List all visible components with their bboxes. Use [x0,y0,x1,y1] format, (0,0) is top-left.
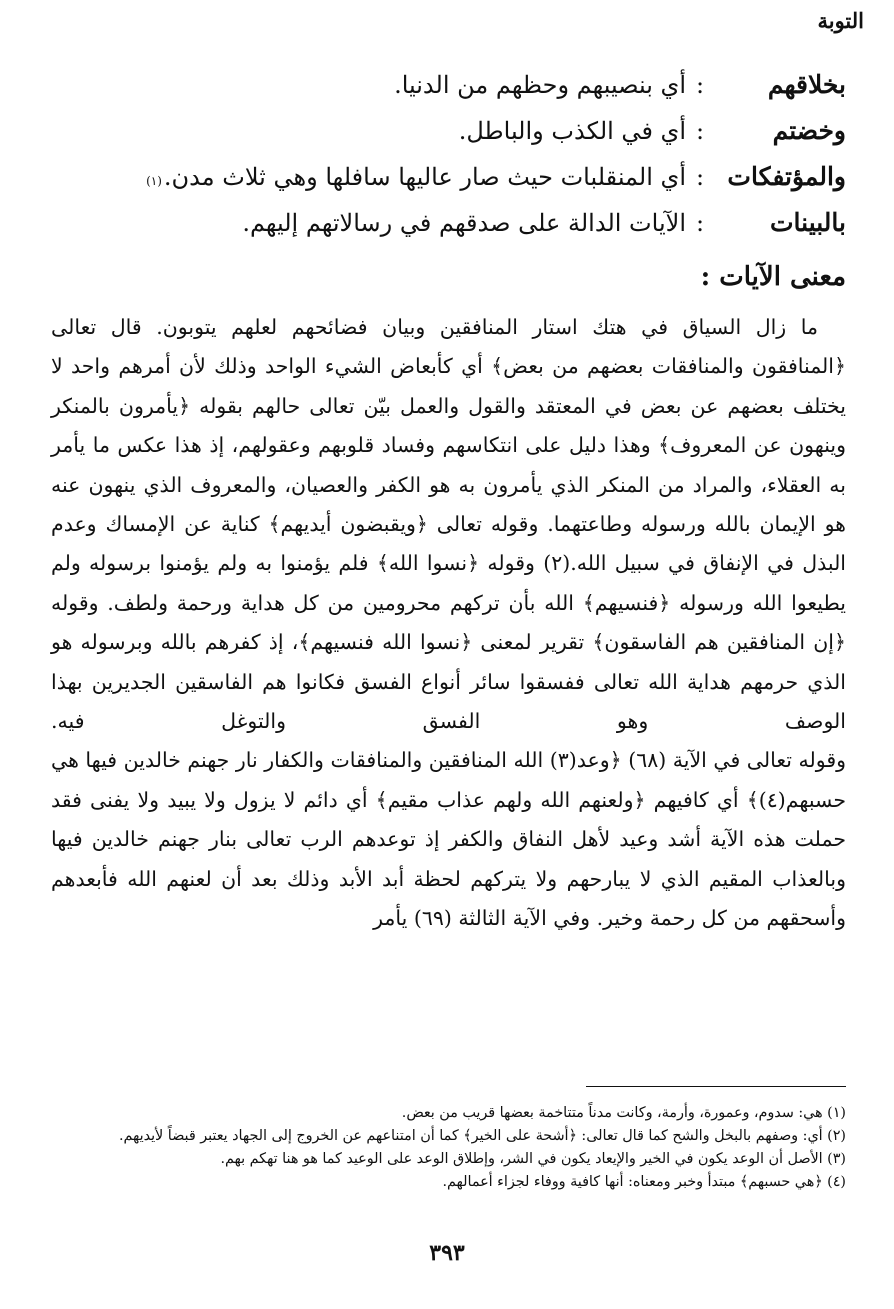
glossary-row [46,208,846,254]
glossary-definition: الآيات الدالة على صدقهم في رسالاتهم إليهم. [242,209,686,237]
glossary-definition: أي المنقلبات حيث صار عاليها سافلها وهي ثلاث مدن. [163,163,686,191]
glossary-term: والمؤتفكات [727,162,846,191]
glossary [46,70,846,254]
glossary-term: وخضتم [772,116,846,145]
footnotes [51,1102,846,1194]
glossary-row [46,116,846,162]
commentary-paragraph: ما زال السياق في هتك استار المنافقين وبيان فضائحهم لعلهم يتوبون. قال تعالى ﴿المنافقون والمنافقات بعضهم من بعض﴾ أي كأبعاض الشيء الواحد وذلك لأن أمرهم واحد لا يختلف بعضهم عن بعض في المعتقد والقول والعمل بيّن تعالى حالهم بقوله ﴿يأمرون بالمنكر وينهون عن المعروف﴾ وهذا دليل على انتكاسهم وفساد قلوبهم وعقولهم، إذ هذا عكس ما يأمر به العقلاء، والمراد من المنكر الذي يأمرون به هو الكفر والعصيان، والمعروف الذي ينهون عنه هو الإيمان بالله ورسوله وطاعتهما. وقوله تعالى ﴿ويقبضون أيديهم﴾ كناية عن الإمساك وعدم البذل في الإنفاق في سبيل الله.(٢) وقوله ﴿نسوا الله﴾ فلم يؤمنوا به ولم يؤمنوا برسوله ولم يطيعوا الله ورسوله ﴿فنسيهم﴾ الله بأن تركهم محرومين من كل هداية ورحمة ولطف. وقوله ﴿إن المنافقين هم الفاسقون﴾ تقرير لمعنى ﴿نسوا الله فنسيهم﴾، إذ كفرهم بالله وبرسوله هو الذي حرمهم هداية الله تعالى ففسقوا سائر أنواع الفسق فكانوا هم الفاسقين الجديرين بهذا الوصف وهو الفسق والتوغل فيه. [51,315,847,734]
footnote: (٤) ﴿هي حسبهم﴾ مبتدأ وخبر ومعناه: أنها كافية ووفاء لجزاء أعمالهم. [442,1174,846,1190]
glossary-row [46,162,846,208]
glossary-definition: أي بنصيبهم وحظهم من الدنيا. [394,71,686,99]
glossary-separator: : [695,163,705,191]
page-number: ٣٩٣ [429,1240,465,1266]
footnote: (٣) الأصل أن الوعد يكون في الخير والإيعاد يكون في الشر، وإطلاق الوعد على الوعيد كما هو هنا تهكم بهم. [220,1151,846,1167]
glossary-definition: أي في الكذب والباطل. [458,117,686,145]
glossary-term: بخلاقهم [767,70,846,99]
glossary-separator: : [695,71,705,99]
footnote: (٢) أي: وصفهم بالبخل والشح كما قال تعالى: ﴿أشحة على الخير﴾ كما أن امتناعهم عن الخروج إلى الجهاد يعتبر قبضاً لأيديهم. [118,1128,846,1144]
footnote-divider [586,1086,846,1087]
commentary-paragraph: وقوله تعالى في الآية (٦٨) ﴿وعد(٣) الله المنافقين والمنافقات والكفار نار جهنم خالدين فيها هي حسبهم(٤)﴾ أي كافيهم ﴿ولعنهم الله ولهم عذاب مقيم﴾ أي دائم لا يزول ولا يبيد ولا يفنى فقد حملت هذه الآية أشد وعيد لأهل النفاق والكفر إذ توعدهم الرب تعالى بنار جهنم خالدين فيها وبالعذاب المقيم الذي لا يبارحهم ولا يتركهم لحظة أبد الأبد وذلك بعد أن لعنهم الله فأبعدهم وأسحقهم من كل رحمة وخير. وفي الآية الثالثة (٦٩) يأمر [51,748,847,931]
glossary-separator: : [695,117,705,145]
footnote: (١) هي: سدوم، وعمورة، وأرمة، وكانت مدناً متتاخمة بعضها قريب من بعض. [401,1105,846,1121]
glossary-separator: : [695,209,705,237]
commentary-body [51,308,846,939]
running-header: التوبة [817,8,864,33]
section-heading: معنى الآيات : [700,262,846,292]
glossary-term: بالبينات [770,208,846,237]
glossary-row [46,70,846,116]
footnote-marker: (١) [146,174,162,188]
